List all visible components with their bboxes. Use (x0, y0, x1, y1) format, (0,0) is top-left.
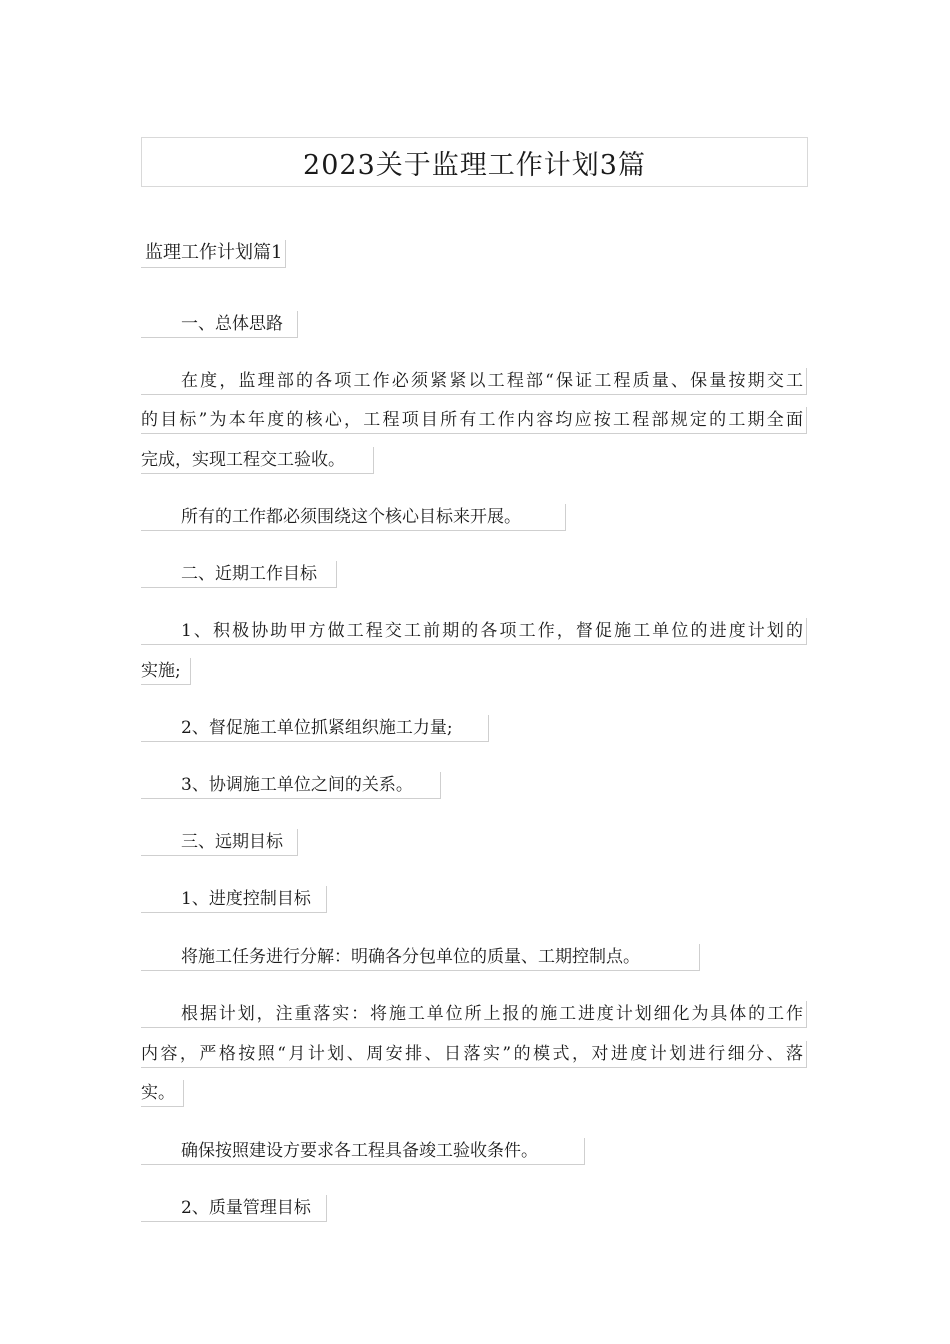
heading-quality-management: 2、质量管理目标 (141, 1195, 327, 1222)
paragraph-line: 1、积极协助甲方做工程交工前期的各项工作，督促施工单位的进度计划的 (141, 618, 807, 645)
paragraph-line: 3、协调施工单位之间的关系。 (141, 772, 441, 799)
paragraph-line: 完成，实现工程交工验收。 (141, 447, 374, 474)
heading-schedule-control: 1、进度控制目标 (141, 886, 327, 913)
paragraph-line: 2、督促施工单位抓紧组织施工力量; (141, 715, 489, 742)
heading-near-term-goals: 二、近期工作目标 (141, 561, 337, 588)
heading-long-term-goals: 三、远期目标 (141, 829, 298, 856)
paragraph-line: 的目标”为本年度的核心，工程项目所有工作内容均应按工程部规定的工期全面 (141, 407, 807, 434)
paragraph-line: 将施工任务进行分解：明确各分包单位的质量、工期控制点。 (141, 944, 700, 971)
paragraph-line: 确保按照建设方要求各工程具备竣工验收条件。 (141, 1138, 585, 1165)
paragraph-line: 内容，严格按照“月计划、周安排、日落实”的模式，对进度计划进行细分、落 (141, 1041, 807, 1068)
paragraph-line: 实施; (141, 658, 191, 685)
document-title: 2023关于监理工作计划3篇 (303, 149, 646, 181)
paragraph-line: 所有的工作都必须围绕这个核心目标来开展。 (141, 504, 566, 531)
paragraph-line: 实。 (141, 1080, 184, 1107)
paragraph-line: 在度，监理部的各项工作必须紧紧以工程部“保证工程质量、保量按期交工 (141, 368, 807, 395)
paragraph-line: 根据计划，注重落实：将施工单位所上报的施工进度计划细化为具体的工作 (141, 1001, 807, 1028)
section-heading: 监理工作计划篇1 (141, 240, 286, 268)
heading-overall-approach: 一、总体思路 (141, 311, 298, 338)
title-box (141, 137, 808, 187)
